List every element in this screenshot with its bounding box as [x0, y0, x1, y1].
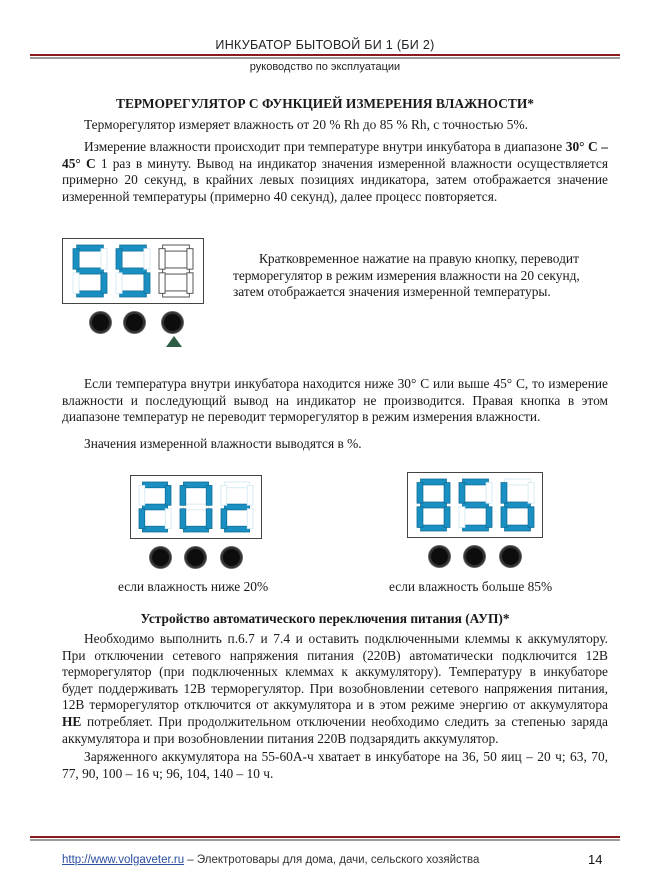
segment-d — [77, 291, 104, 297]
segment-f — [417, 483, 423, 504]
segment-e — [417, 507, 423, 528]
segment-f — [139, 485, 145, 505]
segment-b — [165, 485, 171, 505]
segment-b — [247, 485, 253, 505]
segment-a — [163, 245, 190, 251]
high-left-button[interactable] — [429, 546, 450, 567]
segment-g — [420, 502, 446, 508]
section-title-aup: Устройство автоматического переключения питания (АУП)* — [140, 611, 510, 626]
segment-c — [206, 509, 212, 529]
segment-c — [444, 507, 450, 528]
low-left-button[interactable] — [150, 547, 171, 568]
segment-g — [504, 502, 530, 508]
indicator-digit — [71, 243, 109, 299]
right-button[interactable] — [162, 312, 183, 333]
document-title: ИНКУБАТОР БЫТОВОЙ БИ 1 (БИ 2) — [215, 38, 435, 52]
segment-b — [444, 483, 450, 504]
indicator-display-high — [407, 472, 543, 538]
paragraph-units: Значения измеренной влажности выводятся в %. — [84, 436, 362, 451]
not-consumes-bold: НЕ — [62, 713, 82, 729]
indicator-digit — [499, 477, 536, 533]
footer-rule-gray — [30, 839, 620, 841]
segment-c — [187, 273, 193, 294]
segment-g — [224, 504, 249, 510]
section-title-humidity: ТЕРМОРЕГУЛЯТОР С ФУНКЦИЕЙ ИЗМЕРЕНИЯ ВЛАЖНОСТИ* — [116, 96, 534, 111]
segment-e — [139, 509, 145, 529]
label-humidity-high: если влажность больше 85% — [389, 579, 553, 594]
segment-c — [165, 509, 171, 529]
segment-a — [224, 482, 249, 488]
segment-f — [459, 483, 465, 504]
segment-d — [504, 525, 530, 531]
paragraph-temperature-limits: Если температура внутри инкубатора находится ниже 30° С или выше 45° С, то измерение влажности и последующий вывод на индикатор не производится. Правая кнопка в этом диапазоне температур не переводит терморегулятор в режим измерения влажности. — [62, 376, 608, 425]
segment-e — [180, 509, 186, 529]
paragraph-range: Терморегулятор измеряет влажность от 20 % Rh до 85 % Rh, с точностью 5%. — [84, 117, 528, 132]
segment-c — [247, 509, 253, 529]
segment-d — [462, 525, 488, 531]
segment-b — [486, 483, 492, 504]
segment-c — [101, 273, 107, 294]
low-right-button[interactable] — [221, 547, 242, 568]
paragraph-aup — [62, 631, 608, 747]
paragraph-aup-end: потребляет. При продолжительном отключении необходимо следить за степенью заряда аккумулятора и при возобновлении питания 220В подзарядить аккумулятор. — [62, 713, 608, 746]
low-middle-button[interactable] — [185, 547, 206, 568]
indicator-digit — [137, 480, 173, 534]
segment-b — [144, 249, 150, 270]
segment-g — [142, 504, 167, 510]
paragraph-measurement-start: Измерение влажности происходит при температуре внутри инкубатора в диапазоне — [84, 139, 563, 154]
high-right-button[interactable] — [500, 546, 521, 567]
indicator-digit — [457, 477, 494, 533]
indicator-digit — [178, 480, 214, 534]
segment-f — [180, 485, 186, 505]
segment-d — [183, 526, 208, 532]
segment-d — [163, 291, 190, 297]
segment-a — [142, 482, 167, 488]
paragraph-aup-start: Необходимо выполнить п.6.7 и 7.4 и оставить подключенными клеммы к аккумулятору. При отключении сетевого напряжения питания (220В) автоматически подключится 12В терморегулятор (при подключенных клеммах к аккумулятору). Температуру в инкубаторе будет поддерживать 12В терморегулятор. При возобновлении сетевого напряжения питания, 12В терморегулятор отключится от аккумулятора и в этом режиме энергию от аккумулятора — [62, 631, 608, 713]
segment-g — [163, 268, 190, 274]
header-rule-gray — [30, 57, 620, 59]
caption-right-button: Кратковременное нажатие на правую кнопку, переводит терморегулятор в режим измерения влажности на 20 секунд, затем отображается значения измеренной температуры. — [233, 251, 580, 300]
page-number: 14 — [588, 852, 603, 867]
footer-rule-red — [30, 836, 620, 838]
segment-g — [462, 502, 488, 508]
segment-e — [116, 273, 122, 294]
footer-website-link[interactable]: http://www.volgaveter.ru — [62, 854, 185, 866]
segment-a — [120, 245, 147, 251]
segment-f — [501, 483, 507, 504]
segment-a — [420, 479, 446, 485]
segment-d — [142, 526, 167, 532]
indicator-digit — [157, 243, 195, 299]
document-subtitle: руководство по эксплуатации — [249, 61, 401, 73]
segment-c — [144, 273, 150, 294]
segment-a — [77, 245, 104, 251]
segment-e — [459, 507, 465, 528]
header-rule-red — [30, 54, 620, 56]
segment-f — [116, 249, 122, 270]
temperature-range-bold: 30° С – 45° С — [62, 139, 608, 171]
segment-d — [224, 526, 249, 532]
segment-b — [187, 249, 193, 270]
segment-f — [221, 485, 227, 505]
segment-d — [420, 525, 446, 531]
segment-e — [73, 273, 79, 294]
right-button-pointer-icon — [166, 336, 182, 347]
segment-c — [528, 507, 534, 528]
segment-g — [120, 268, 147, 274]
segment-g — [183, 504, 208, 510]
indicator-digit — [219, 480, 255, 534]
segment-g — [77, 268, 104, 274]
label-humidity-low: если влажность ниже 20% — [118, 579, 269, 594]
paragraph-measurement — [62, 139, 608, 205]
left-button[interactable] — [90, 312, 111, 333]
high-middle-button[interactable] — [464, 546, 485, 567]
segment-c — [486, 507, 492, 528]
indicator-display-main — [62, 238, 204, 304]
segment-b — [101, 249, 107, 270]
paragraph-measurement-rest: 1 раз в минуту. Вывод на индикатор значения измеренной влажности осуществляется примерно 20 секунд, в крайних левых позициях индикатора, затем отображается значение измеренной температуры (примерно 40 секунд), далее процесс повторяется. — [62, 155, 608, 204]
footer-text — [62, 854, 479, 866]
indicator-digit — [415, 477, 452, 533]
segment-b — [528, 483, 534, 504]
segment-f — [73, 249, 79, 270]
segment-e — [501, 507, 507, 528]
segment-a — [504, 479, 530, 485]
segment-a — [462, 479, 488, 485]
segment-b — [206, 485, 212, 505]
indicator-digit — [114, 243, 152, 299]
segment-d — [120, 291, 147, 297]
footer-tagline: – Электротовары для дома, дачи, сельского хозяйства — [184, 854, 480, 866]
segment-a — [183, 482, 208, 488]
indicator-display-low — [130, 475, 262, 539]
segment-e — [159, 273, 165, 294]
middle-button[interactable] — [124, 312, 145, 333]
paragraph-battery: Заряженного аккумулятора на 55-60А-ч хватает в инкубаторе на 36, 50 яиц – 20 ч; 63, 70, 77, 90, 100 – 16 ч; 96, 104, 140 – 10 ч. — [62, 749, 608, 781]
segment-e — [221, 509, 227, 529]
segment-f — [159, 249, 165, 270]
